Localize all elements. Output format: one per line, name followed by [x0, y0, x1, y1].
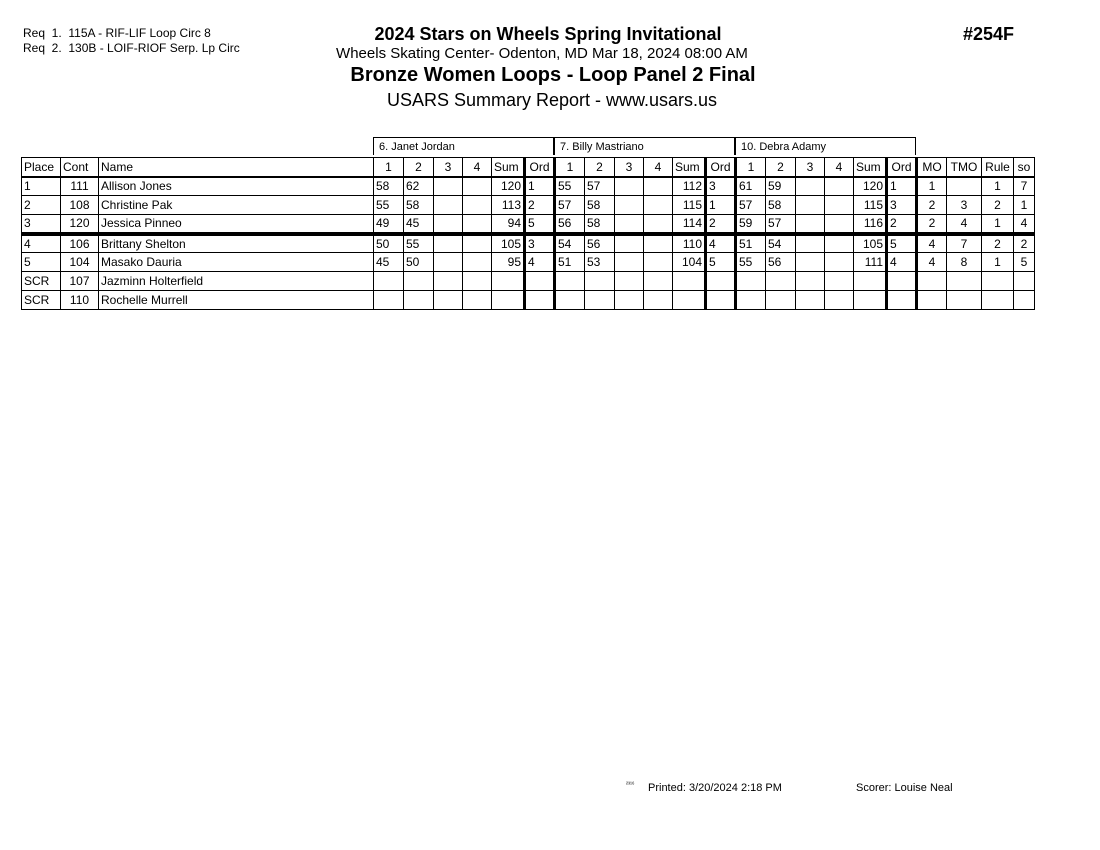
judge2-score-cell: [615, 253, 644, 272]
tmo-cell: 4: [947, 215, 982, 234]
judge1-score-cell: [434, 234, 463, 253]
place-cell: 5: [22, 253, 61, 272]
so-cell: 1: [1014, 196, 1035, 215]
judge3-score-cell: 59: [736, 215, 766, 234]
judge2-score-cell: 53: [585, 253, 615, 272]
judge2-score-cell: [644, 215, 673, 234]
tmo-cell: 7: [947, 234, 982, 253]
contestant-number-cell: 104: [61, 253, 99, 272]
judge3-score-cell: [854, 272, 887, 291]
judge1-score-cell: 58: [374, 177, 404, 196]
judge1-score-cell: 49: [374, 215, 404, 234]
judge3-score-cell: [796, 291, 825, 310]
col-judge1-2: 3: [434, 158, 463, 177]
judge2-score-cell: 56: [555, 215, 585, 234]
judge1-score-cell: 5: [525, 215, 555, 234]
report-title: USARS Summary Report - www.usars.us: [386, 90, 718, 110]
judge1-score-cell: [434, 253, 463, 272]
mo-cell: 2: [917, 196, 947, 215]
contestant-number-cell: 106: [61, 234, 99, 253]
table-row: [22, 253, 1035, 272]
rule-cell: 1: [982, 253, 1014, 272]
judge3-score-cell: 55: [736, 253, 766, 272]
judge2-score-cell: [706, 291, 736, 310]
rule-cell: 2: [982, 196, 1014, 215]
judge1-score-cell: [434, 196, 463, 215]
judge2-score-cell: [585, 272, 615, 291]
rule-cell: [982, 291, 1014, 310]
col-judge3-1: 2: [766, 158, 796, 177]
judge2-score-cell: 104: [673, 253, 706, 272]
judge3-score-cell: 2: [887, 215, 917, 234]
col-judge1-3: 4: [463, 158, 492, 177]
judge2-score-cell: [644, 177, 673, 196]
event-number: #254F: [963, 24, 1015, 44]
skater-name-cell: Jazminn Holterfield: [99, 272, 374, 291]
judge3-score-cell: 54: [766, 234, 796, 253]
col-tmo: TMO: [947, 158, 982, 177]
judge3-score-cell: 56: [766, 253, 796, 272]
judge1-score-cell: [463, 196, 492, 215]
seal-mark: ²³¹⁶: [626, 782, 635, 788]
judge3-score-cell: 120: [854, 177, 887, 196]
judge3-score-cell: 115: [854, 196, 887, 215]
judge3-score-cell: [796, 196, 825, 215]
judge2-score-cell: 57: [585, 177, 615, 196]
judge2-score-cell: [615, 215, 644, 234]
judge3-score-cell: 57: [766, 215, 796, 234]
judge2-score-cell: [644, 253, 673, 272]
judge2-score-cell: 115: [673, 196, 706, 215]
contestant-number-cell: 111: [61, 177, 99, 196]
judge3-score-cell: 61: [736, 177, 766, 196]
col-judge2-4: Sum: [673, 158, 706, 177]
place-cell: 3: [22, 215, 61, 234]
judge1-score-cell: [463, 272, 492, 291]
table-row: [22, 215, 1035, 234]
judge2-score-cell: 2: [706, 215, 736, 234]
judge2-score-cell: [644, 234, 673, 253]
mo-cell: 1: [917, 177, 947, 196]
col-judge3-0: 1: [736, 158, 766, 177]
judge3-score-cell: 111: [854, 253, 887, 272]
judge3-score-cell: [825, 177, 854, 196]
tmo-cell: [947, 272, 982, 291]
col-judge2-3: 4: [644, 158, 673, 177]
tmo-cell: [947, 177, 982, 196]
judge1-score-cell: [525, 291, 555, 310]
col-judge2-1: 2: [585, 158, 615, 177]
judge1-score-cell: 4: [525, 253, 555, 272]
judge1-score-cell: 45: [404, 215, 434, 234]
event-title: Bronze Women Loops - Loop Panel 2 Final: [350, 64, 756, 86]
judge2-score-cell: [644, 272, 673, 291]
place-cell: 1: [22, 177, 61, 196]
col-mo: MO: [917, 158, 947, 177]
judge2-score-cell: [615, 177, 644, 196]
judge1-score-cell: [463, 215, 492, 234]
judge3-score-cell: 1: [887, 177, 917, 196]
judge2-score-cell: 51: [555, 253, 585, 272]
judge-header-2: 7. Billy Mastriano: [554, 137, 735, 155]
mo-cell: 2: [917, 215, 947, 234]
contestant-number-cell: 107: [61, 272, 99, 291]
judge2-score-cell: [673, 291, 706, 310]
table-row: [22, 272, 1035, 291]
judge1-score-cell: [374, 272, 404, 291]
contestant-number-cell: 120: [61, 215, 99, 234]
judge1-score-cell: 50: [404, 253, 434, 272]
place-cell: 4: [22, 234, 61, 253]
judge2-score-cell: 114: [673, 215, 706, 234]
judge2-score-cell: [615, 196, 644, 215]
judge2-score-cell: 5: [706, 253, 736, 272]
mo-cell: 4: [917, 253, 947, 272]
judge3-score-cell: [796, 177, 825, 196]
judge-header-1: 6. Janet Jordan: [373, 137, 554, 155]
col-place: Place: [22, 158, 61, 177]
col-judge3-4: Sum: [854, 158, 887, 177]
tmo-cell: [947, 291, 982, 310]
judge2-score-cell: 4: [706, 234, 736, 253]
judge2-score-cell: 3: [706, 177, 736, 196]
col-judge2-0: 1: [555, 158, 585, 177]
judge1-score-cell: 55: [404, 234, 434, 253]
table-row: [22, 291, 1035, 310]
judge1-score-cell: 113: [492, 196, 525, 215]
printed-timestamp: Printed: 3/20/2024 2:18 PM: [648, 782, 782, 794]
judge3-score-cell: 3: [887, 196, 917, 215]
judge1-score-cell: [492, 272, 525, 291]
judge3-score-cell: [887, 291, 917, 310]
judge3-score-cell: 4: [887, 253, 917, 272]
judge2-score-cell: 1: [706, 196, 736, 215]
rule-cell: 2: [982, 234, 1014, 253]
judge3-score-cell: [736, 272, 766, 291]
judge3-score-cell: [736, 291, 766, 310]
so-cell: 5: [1014, 253, 1035, 272]
judge1-score-cell: [434, 215, 463, 234]
skater-name-cell: Masako Dauria: [99, 253, 374, 272]
so-cell: [1014, 272, 1035, 291]
col-judge3-5: Ord: [887, 158, 917, 177]
judge3-score-cell: [796, 272, 825, 291]
judge3-score-cell: 105: [854, 234, 887, 253]
judge3-score-cell: [796, 234, 825, 253]
judge2-score-cell: 110: [673, 234, 706, 253]
judge2-score-cell: [585, 291, 615, 310]
judge1-score-cell: [434, 272, 463, 291]
col-judge1-1: 2: [404, 158, 434, 177]
judge2-score-cell: 58: [585, 215, 615, 234]
judge2-score-cell: [673, 272, 706, 291]
results-table: [21, 157, 1035, 310]
judge1-score-cell: 2: [525, 196, 555, 215]
requirement-2: Req 2. 130B - LOIF-RIOF Serp. Lp Circ: [23, 41, 240, 55]
col-judge3-3: 4: [825, 158, 854, 177]
rule-cell: [982, 272, 1014, 291]
tmo-cell: 3: [947, 196, 982, 215]
rule-cell: 1: [982, 177, 1014, 196]
judge3-score-cell: 58: [766, 196, 796, 215]
judge1-score-cell: 62: [404, 177, 434, 196]
judge1-score-cell: 120: [492, 177, 525, 196]
judge2-score-cell: [555, 291, 585, 310]
col-so: so: [1014, 158, 1035, 177]
skater-name-cell: Jessica Pinneo: [99, 215, 374, 234]
rule-cell: 1: [982, 215, 1014, 234]
judge1-score-cell: [404, 291, 434, 310]
judge1-score-cell: [492, 291, 525, 310]
judge3-score-cell: 5: [887, 234, 917, 253]
judge3-score-cell: [796, 215, 825, 234]
judge3-score-cell: [825, 234, 854, 253]
judge2-score-cell: 112: [673, 177, 706, 196]
col-judge1-4: Sum: [492, 158, 525, 177]
judge2-score-cell: [644, 291, 673, 310]
judge1-score-cell: [463, 291, 492, 310]
judge2-score-cell: 56: [585, 234, 615, 253]
judge2-score-cell: [615, 272, 644, 291]
judge1-score-cell: [374, 291, 404, 310]
judge3-score-cell: [825, 272, 854, 291]
judge1-score-cell: 50: [374, 234, 404, 253]
judge2-score-cell: 57: [555, 196, 585, 215]
judge1-score-cell: 105: [492, 234, 525, 253]
judge3-score-cell: [825, 215, 854, 234]
judge3-score-cell: 116: [854, 215, 887, 234]
venue-date: Wheels Skating Center- Odenton, MD Mar 18, 2024 08:00 AM: [336, 45, 748, 62]
judge1-score-cell: [404, 272, 434, 291]
requirement-1: Req 1. 115A - RIF-LIF Loop Circ 8: [23, 26, 211, 40]
judge3-score-cell: [825, 291, 854, 310]
col-judge1-0: 1: [374, 158, 404, 177]
judge2-score-cell: 55: [555, 177, 585, 196]
tmo-cell: 8: [947, 253, 982, 272]
mo-cell: [917, 272, 947, 291]
so-cell: [1014, 291, 1035, 310]
judge3-score-cell: [766, 272, 796, 291]
judge2-score-cell: [706, 272, 736, 291]
scorer-name: Scorer: Louise Neal: [856, 782, 953, 794]
judge2-score-cell: 54: [555, 234, 585, 253]
judge3-score-cell: [825, 253, 854, 272]
judge1-score-cell: [463, 234, 492, 253]
judge1-score-cell: 1: [525, 177, 555, 196]
mo-cell: [917, 291, 947, 310]
judge-header-3: 10. Debra Adamy: [735, 137, 916, 155]
so-cell: 7: [1014, 177, 1035, 196]
col-judge3-2: 3: [796, 158, 825, 177]
judge2-score-cell: [615, 234, 644, 253]
place-cell: SCR: [22, 291, 61, 310]
so-cell: 4: [1014, 215, 1035, 234]
table-row: [22, 196, 1035, 215]
judge3-score-cell: 59: [766, 177, 796, 196]
contestant-number-cell: 110: [61, 291, 99, 310]
skater-name-cell: Rochelle Murrell: [99, 291, 374, 310]
contestant-number-cell: 108: [61, 196, 99, 215]
so-cell: 2: [1014, 234, 1035, 253]
judge1-score-cell: [434, 177, 463, 196]
place-cell: SCR: [22, 272, 61, 291]
judge1-score-cell: [463, 177, 492, 196]
judge1-score-cell: [463, 253, 492, 272]
judge2-score-cell: [615, 291, 644, 310]
judge3-score-cell: 57: [736, 196, 766, 215]
skater-name-cell: Allison Jones: [99, 177, 374, 196]
judge1-score-cell: [434, 291, 463, 310]
judge3-score-cell: [766, 291, 796, 310]
col-name: Name: [99, 158, 374, 177]
judge3-score-cell: [825, 196, 854, 215]
judge1-score-cell: 95: [492, 253, 525, 272]
judge3-score-cell: [796, 253, 825, 272]
col-judge1-5: Ord: [525, 158, 555, 177]
place-cell: 2: [22, 196, 61, 215]
mo-cell: 4: [917, 234, 947, 253]
table-row: [22, 177, 1035, 196]
judge1-score-cell: 45: [374, 253, 404, 272]
judge3-score-cell: [887, 272, 917, 291]
judge1-score-cell: 55: [374, 196, 404, 215]
skater-name-cell: Christine Pak: [99, 196, 374, 215]
judge1-score-cell: 3: [525, 234, 555, 253]
judge2-score-cell: 58: [585, 196, 615, 215]
judge3-score-cell: 51: [736, 234, 766, 253]
judge1-score-cell: 58: [404, 196, 434, 215]
judge2-score-cell: [644, 196, 673, 215]
col-judge2-2: 3: [615, 158, 644, 177]
judge1-score-cell: [525, 272, 555, 291]
competition-title: 2024 Stars on Wheels Spring Invitational: [374, 24, 722, 44]
col-judge2-5: Ord: [706, 158, 736, 177]
judge1-score-cell: 94: [492, 215, 525, 234]
table-row: [22, 234, 1035, 253]
judge3-score-cell: [854, 291, 887, 310]
col-rule: Rule: [982, 158, 1014, 177]
judge2-score-cell: [555, 272, 585, 291]
col-cont: Cont: [61, 158, 99, 177]
header-row: [22, 158, 1035, 177]
skater-name-cell: Brittany Shelton: [99, 234, 374, 253]
